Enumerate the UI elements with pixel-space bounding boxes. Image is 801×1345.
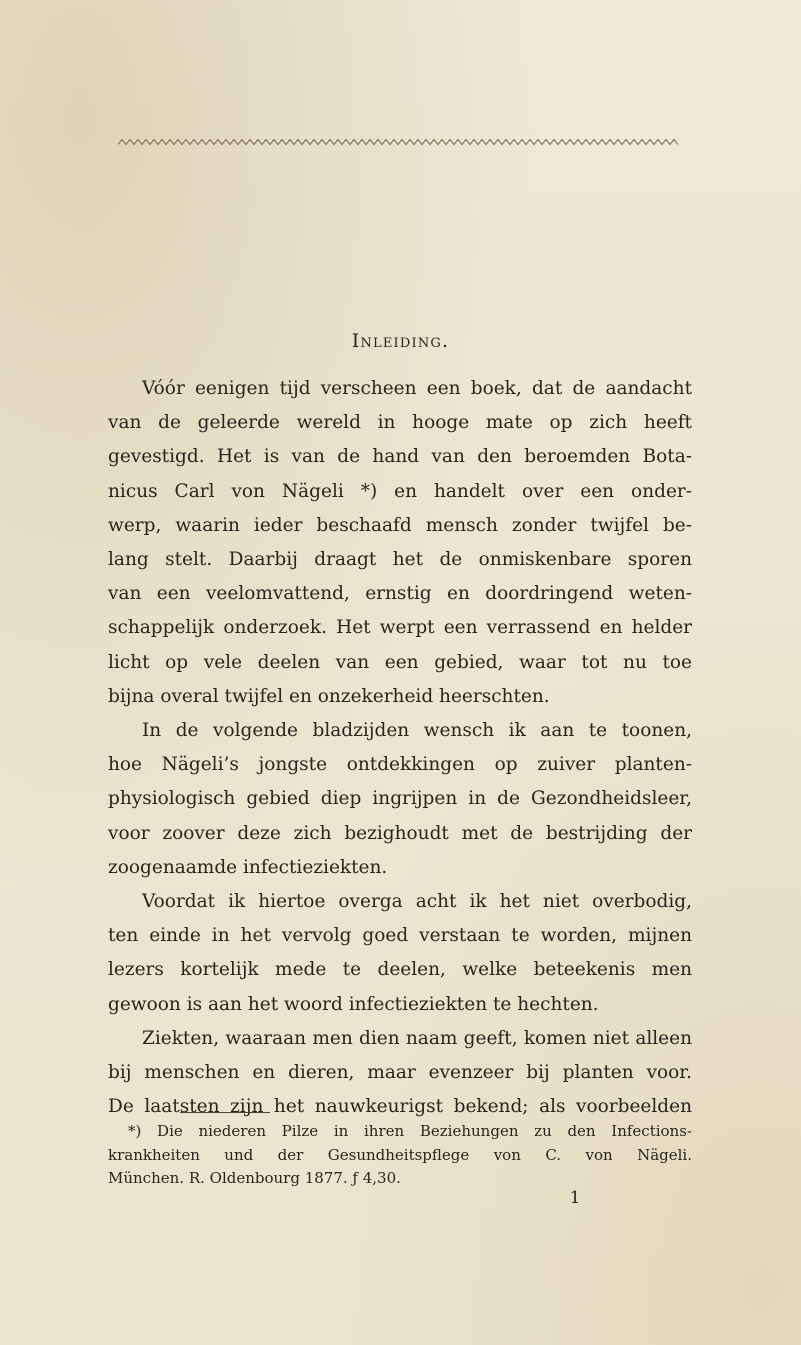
text-line: voor zoover deze zich bezighoudt met de bestrijding der — [108, 822, 692, 844]
text-line: hoe Nägeli’s jongste ontdekkingen op zuiver planten- — [108, 754, 692, 776]
footnote — [108, 1120, 692, 1191]
text-line: van de geleerde wereld in hooge mate op zich heeft — [108, 412, 692, 434]
chapter-heading: Inleiding. — [351, 330, 450, 352]
text-line: gevestigd. Het is van de hand van den beroemden Bota- — [108, 446, 692, 468]
text-line: ten einde in het vervolg goed verstaan te worden, mijnen — [108, 925, 692, 947]
text-line: werp, waarin ieder beschaafd mensch zonder twijfel be- — [108, 514, 692, 536]
text-line: zoogenaamde infectieziekten. — [108, 856, 388, 878]
text-line: lezers kortelijk mede te deelen, welke beteekenis men — [108, 959, 692, 981]
text-line: De laatsten zijn het nauwkeurigst bekend; als voorbeelden — [108, 1096, 692, 1118]
text-line: Voordat ik hiertoe overga acht ik het niet overbodig, — [142, 891, 692, 913]
text-line: bij menschen en dieren, maar evenzeer bij planten voor. — [108, 1062, 692, 1084]
text-line: Vóór eenigen tijd verscheen een boek, dat de aandacht — [142, 378, 692, 399]
footnote-line: krankheiten und der Gesundheitspflege von C. von Nägeli. — [108, 1145, 692, 1164]
footnote-divider — [180, 1112, 270, 1113]
text-line: physiologisch gebied diep ingrijpen in de Gezondheidsleer, — [108, 788, 692, 810]
page-number: 1 — [569, 1188, 581, 1208]
text-line: schappelijk onderzoek. Het werpt een verrassend en helder — [108, 617, 692, 639]
footnote-line: *) Die niederen Pilze in ihren Beziehungen zu den Infections- — [128, 1122, 692, 1140]
text-line: Ziekten, waaraan men dien naam geeft, komen niet alleen — [142, 1027, 692, 1049]
text-line: In de volgende bladzijden wensch ik aan te toonen, — [142, 720, 692, 742]
footnote-line: München. R. Oldenbourg 1877. ƒ 4,30. — [108, 1169, 401, 1187]
text-line: van een veelomvattend, ernstig en doordringend weten- — [108, 583, 692, 605]
decorative-header-rule — [118, 137, 680, 147]
text-line: gewoon is aan het woord infectieziekten te hechten. — [108, 993, 599, 1015]
text-line: lang stelt. Daarbij draagt het de onmiskenbare sporen — [108, 549, 692, 571]
text-line: bijna overal twijfel en onzekerheid heerschten. — [108, 685, 550, 707]
text-line: nicus Carl von Nägeli *) en handelt over een onder- — [108, 480, 692, 502]
body-text — [108, 372, 692, 1124]
text-line: licht op vele deelen van een gebied, waar tot nu toe — [108, 651, 692, 673]
